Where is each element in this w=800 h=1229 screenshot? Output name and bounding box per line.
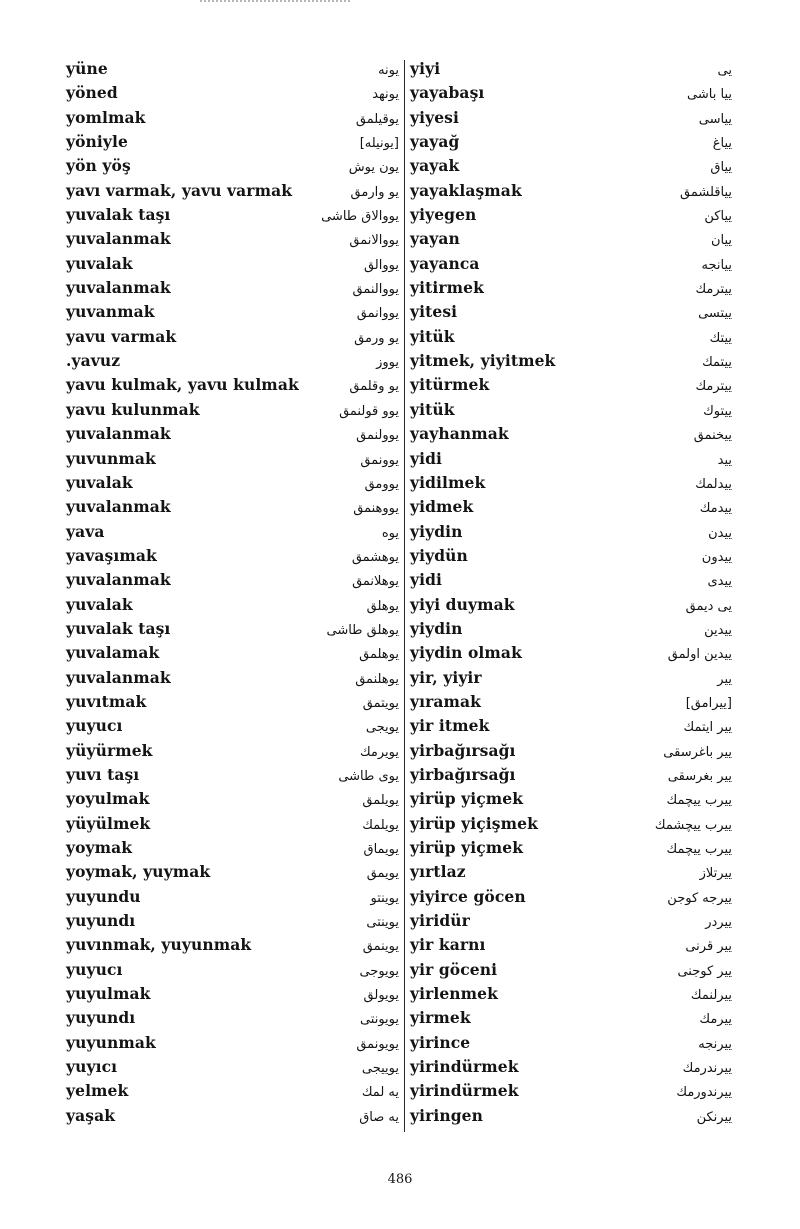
entry-arabic-script: ییدلمك bbox=[695, 476, 732, 492]
dictionary-entry bbox=[410, 227, 732, 251]
entry-latin-headword: yuyunmak bbox=[66, 1032, 156, 1052]
entry-latin-headword: yuvalak bbox=[66, 594, 133, 614]
dictionary-entry bbox=[410, 130, 732, 154]
entry-latin-headword: yayhanmak bbox=[410, 424, 509, 444]
dictionary-entry bbox=[66, 812, 399, 836]
entry-latin-headword: yidilmek bbox=[410, 472, 486, 492]
dictionary-entry bbox=[66, 300, 399, 324]
entry-latin-headword: yomlmak bbox=[66, 107, 146, 127]
dictionary-entry bbox=[410, 325, 732, 349]
dictionary-entry bbox=[410, 203, 732, 227]
entry-latin-headword: yava bbox=[66, 521, 105, 541]
dictionary-entry bbox=[410, 57, 732, 81]
dictionary-entry bbox=[410, 763, 732, 787]
dictionary-entry bbox=[66, 860, 399, 884]
entry-latin-headword: yüyürmek bbox=[66, 740, 153, 760]
entry-latin-headword: yir, yiyir bbox=[410, 667, 482, 687]
entry-latin-headword: .yavuz bbox=[66, 351, 121, 371]
page-number: 486 bbox=[387, 1172, 413, 1187]
dictionary-entry bbox=[410, 1104, 732, 1128]
entry-arabic-script: ییر قرنی bbox=[685, 939, 732, 955]
entry-arabic-script: ییدن bbox=[708, 525, 732, 541]
entry-latin-headword: yiyirce göcen bbox=[410, 886, 526, 906]
entry-arabic-script: یید bbox=[717, 452, 732, 468]
entry-arabic-script: ییاقلشمق bbox=[680, 184, 732, 200]
entry-arabic-script: یویجی bbox=[365, 720, 399, 736]
dictionary-entry bbox=[410, 909, 732, 933]
entry-latin-headword: yüne bbox=[66, 59, 108, 78]
entry-latin-headword: yir itmek bbox=[410, 716, 490, 736]
dictionary-entry bbox=[66, 885, 399, 909]
dictionary-entry bbox=[66, 130, 399, 154]
entry-arabic-script: ییدی bbox=[707, 574, 732, 590]
entry-arabic-script: [ییرامق] bbox=[685, 695, 732, 711]
entry-arabic-script: یه صاق bbox=[359, 1109, 399, 1125]
entry-arabic-script: ییر بغرسقی bbox=[667, 768, 732, 784]
entry-arabic-script: ییا باشی bbox=[687, 87, 732, 103]
entry-arabic-script: ییخنمق bbox=[693, 428, 732, 444]
entry-latin-headword: yitmek, yiyitmek bbox=[410, 351, 556, 371]
entry-latin-headword: yuvıtmak bbox=[66, 691, 147, 711]
entry-arabic-script: یویولق bbox=[363, 988, 399, 1004]
entry-latin-headword: yelmek bbox=[66, 1081, 129, 1101]
dictionary-entry bbox=[66, 325, 399, 349]
entry-arabic-script: ییر کوجنی bbox=[677, 963, 732, 979]
entry-latin-headword: yuvalamak bbox=[66, 643, 160, 663]
dictionary-entry bbox=[410, 495, 732, 519]
dictionary-entry bbox=[66, 1079, 399, 1103]
entry-latin-headword: yirüp yiçişmek bbox=[410, 813, 538, 833]
entry-latin-headword: yiringen bbox=[410, 1105, 483, 1125]
entry-latin-headword: yavu kulmak, yavu kulmak bbox=[66, 375, 299, 395]
entry-arabic-script: یوهلانمق bbox=[352, 574, 399, 590]
entry-arabic-script: ییرب ییچمك bbox=[666, 842, 732, 857]
entry-arabic-script: ییاق bbox=[710, 160, 732, 176]
entry-latin-headword: yiyi duymak bbox=[410, 594, 515, 614]
entry-arabic-script: یوینتی bbox=[366, 915, 399, 931]
entry-latin-headword: yavı varmak, yavu varmak bbox=[66, 180, 293, 200]
dictionary-entry bbox=[66, 495, 399, 519]
entry-arabic-script: ییرب ییچشمك bbox=[654, 817, 732, 833]
entry-arabic-script: ییر ایتمك bbox=[683, 720, 732, 736]
entry-arabic-script: ییر باغرسقی bbox=[663, 744, 732, 760]
entry-arabic-script: ییرجه کوجن bbox=[667, 890, 732, 906]
entry-arabic-script: یوهلق طاشی bbox=[326, 622, 399, 638]
entry-arabic-script: یو وارمق bbox=[350, 184, 399, 200]
entry-latin-headword: yuvalak bbox=[66, 472, 133, 492]
dictionary-entry bbox=[66, 227, 399, 251]
entry-arabic-script: یووهنمق bbox=[353, 501, 399, 517]
dictionary-entry bbox=[66, 203, 399, 227]
entry-latin-headword: yirbağırsağı bbox=[410, 740, 516, 760]
entry-arabic-script: یووالنمق bbox=[352, 282, 399, 298]
dictionary-entry bbox=[66, 641, 399, 665]
entry-latin-headword: yuyucı bbox=[66, 959, 123, 979]
dictionary-entry bbox=[66, 690, 399, 714]
dictionary-entry bbox=[66, 179, 399, 203]
entry-latin-headword: yayağ bbox=[410, 132, 460, 152]
entry-latin-headword: yiydün bbox=[410, 545, 468, 565]
entry-arabic-script: [یونیله] bbox=[359, 136, 399, 152]
dictionary-entry bbox=[410, 690, 732, 714]
entry-latin-headword: yaşak bbox=[66, 1105, 116, 1125]
entry-latin-headword: yöniyle bbox=[66, 132, 128, 152]
entry-arabic-script: یوینمق bbox=[362, 939, 399, 955]
entry-latin-headword: yiridür bbox=[410, 911, 470, 931]
entry-arabic-script: یه لمك bbox=[361, 1085, 399, 1101]
dictionary-entry bbox=[410, 593, 732, 617]
entry-latin-headword: yirindürmek bbox=[410, 1057, 519, 1077]
entry-latin-headword: yoymak bbox=[66, 838, 133, 857]
entry-arabic-script: یوونمق bbox=[360, 452, 399, 468]
dictionary-entry bbox=[410, 1031, 732, 1055]
entry-latin-headword: yuvalanmak bbox=[66, 278, 171, 298]
entry-latin-headword: yüyülmek bbox=[66, 813, 151, 833]
entry-latin-headword: yavu kulunmak bbox=[66, 399, 200, 419]
dictionary-entry bbox=[410, 252, 732, 276]
entry-arabic-script: یویتمق bbox=[362, 695, 399, 711]
entry-latin-headword: yayan bbox=[410, 229, 460, 249]
entry-arabic-script: یی bbox=[717, 63, 732, 78]
dictionary-entry bbox=[66, 373, 399, 397]
entry-arabic-script: یوولنمق bbox=[356, 428, 399, 444]
dictionary-entry bbox=[410, 714, 732, 738]
entry-latin-headword: yuvalanmak bbox=[66, 424, 171, 444]
entry-arabic-script: ییدمك bbox=[699, 501, 732, 517]
dictionary-entry bbox=[66, 520, 399, 544]
dictionary-entry bbox=[66, 617, 399, 641]
entry-arabic-script: ییترمك bbox=[695, 379, 732, 395]
entry-latin-headword: yitük bbox=[410, 399, 455, 419]
dictionary-entry bbox=[410, 179, 732, 203]
dictionary-entry bbox=[66, 1055, 399, 1079]
entry-latin-headword: yavaşımak bbox=[66, 545, 157, 565]
dictionary-entry bbox=[410, 373, 732, 397]
entry-arabic-script: ییرتلاز bbox=[699, 866, 732, 882]
right-column bbox=[410, 57, 732, 1128]
entry-arabic-script: یون یوش bbox=[348, 160, 399, 176]
entry-arabic-script: یووانمق bbox=[356, 306, 399, 322]
entry-latin-headword: yuyundu bbox=[66, 886, 141, 906]
entry-latin-headword: yuvalanmak bbox=[66, 229, 171, 249]
dictionary-entry bbox=[410, 1079, 732, 1103]
dictionary-entry bbox=[66, 447, 399, 471]
dictionary-entry bbox=[410, 349, 732, 373]
dictionary-entry bbox=[410, 422, 732, 446]
dictionary-entry bbox=[66, 349, 399, 373]
entry-latin-headword: yuvalanmak bbox=[66, 497, 171, 517]
dictionary-entry bbox=[66, 714, 399, 738]
entry-latin-headword: yirüp yiçmek bbox=[410, 789, 524, 809]
entry-arabic-script: ییرندرمك bbox=[682, 1061, 732, 1077]
dictionary-entry bbox=[410, 666, 732, 690]
left-column bbox=[66, 57, 399, 1128]
entry-latin-headword: yayabaşı bbox=[410, 83, 485, 103]
dictionary-entry bbox=[66, 568, 399, 592]
dictionary-entry bbox=[66, 154, 399, 178]
entry-latin-headword: yuyundı bbox=[66, 1008, 136, 1028]
dictionary-entry bbox=[410, 276, 732, 300]
entry-latin-headword: yitirmek bbox=[410, 278, 484, 298]
entry-latin-headword: yirmek bbox=[410, 1008, 471, 1028]
entry-latin-headword: yuyundı bbox=[66, 911, 136, 931]
dictionary-entry bbox=[66, 471, 399, 495]
entry-arabic-script: ییان bbox=[710, 233, 732, 249]
entry-latin-headword: yidi bbox=[410, 570, 443, 590]
entry-arabic-script: ییرندورمك bbox=[676, 1085, 732, 1101]
entry-arabic-script: یو ورمق bbox=[354, 330, 399, 346]
entry-arabic-script: ییدین bbox=[704, 622, 732, 638]
entry-arabic-script: ییر bbox=[717, 671, 732, 687]
entry-arabic-script: یووالانمق bbox=[349, 233, 399, 249]
entry-latin-headword: yiydin bbox=[410, 521, 463, 541]
entry-latin-headword: yayaklaşmak bbox=[410, 180, 522, 200]
entry-arabic-script: یووالاق طاشی bbox=[321, 209, 399, 225]
dictionary-entry bbox=[66, 1104, 399, 1128]
dictionary-entry bbox=[410, 885, 732, 909]
dictionary-entry bbox=[410, 1055, 732, 1079]
entry-arabic-script: یو وقلمق bbox=[349, 379, 399, 395]
dictionary-entry bbox=[410, 1006, 732, 1030]
dictionary-entry bbox=[410, 812, 732, 836]
entry-latin-headword: yuvı taşı bbox=[66, 764, 140, 784]
entry-latin-headword: yuvalak taşı bbox=[66, 618, 171, 638]
dictionary-entry bbox=[410, 520, 732, 544]
entry-arabic-script: یویرمك bbox=[359, 744, 399, 760]
entry-latin-headword: yitesi bbox=[410, 302, 458, 322]
entry-arabic-script: یوهلنمق bbox=[355, 671, 399, 687]
entry-arabic-script: ییدون bbox=[701, 549, 732, 565]
entry-latin-headword: yön yöş bbox=[66, 156, 131, 176]
dictionary-entry bbox=[66, 57, 399, 81]
entry-arabic-script: یویماق bbox=[363, 842, 399, 857]
dictionary-entry bbox=[66, 933, 399, 957]
entry-latin-headword: yir göceni bbox=[410, 959, 498, 979]
dictionary-entry bbox=[410, 617, 732, 641]
entry-latin-headword: yuyıcı bbox=[66, 1057, 118, 1077]
entry-arabic-script: ییتوك bbox=[703, 403, 732, 419]
entry-latin-headword: yıramak bbox=[410, 691, 481, 711]
entry-latin-headword: yırtlaz bbox=[410, 862, 466, 882]
dictionary-entry bbox=[66, 422, 399, 446]
dictionary-entry bbox=[66, 666, 399, 690]
dictionary-entry bbox=[410, 641, 732, 665]
entry-arabic-script: یویونمق bbox=[356, 1036, 399, 1052]
dictionary-entry bbox=[66, 1031, 399, 1055]
entry-latin-headword: yuvalak taşı bbox=[66, 205, 171, 225]
dictionary-entry bbox=[66, 909, 399, 933]
entry-arabic-script: یونهد bbox=[372, 87, 399, 103]
entry-arabic-script: ییدین اولمق bbox=[667, 647, 732, 663]
dictionary-entry bbox=[66, 81, 399, 105]
dictionary-entry bbox=[66, 763, 399, 787]
entry-latin-headword: yuvalak bbox=[66, 253, 133, 273]
dictionary-entry bbox=[66, 106, 399, 130]
entry-arabic-script: یووالق bbox=[363, 257, 399, 273]
entry-latin-headword: yidmek bbox=[410, 497, 474, 517]
entry-arabic-script: ییرلنمك bbox=[690, 988, 732, 1004]
entry-latin-headword: yiyi bbox=[410, 59, 441, 78]
entry-arabic-script: یونه bbox=[378, 63, 399, 78]
entry-arabic-script: یووز bbox=[376, 355, 399, 371]
dictionary-entry bbox=[410, 447, 732, 471]
dictionary-entry bbox=[410, 836, 732, 860]
scan-artifact-mark bbox=[200, 0, 350, 7]
dictionary-entry bbox=[410, 982, 732, 1006]
entry-latin-headword: yir karnı bbox=[410, 935, 486, 955]
entry-arabic-script: ییاغ bbox=[712, 136, 732, 152]
entry-latin-headword: yuvanmak bbox=[66, 302, 155, 322]
entry-arabic-script: ییترمك bbox=[695, 282, 732, 298]
entry-arabic-script: ییاسی bbox=[698, 111, 732, 127]
entry-latin-headword: yavu varmak bbox=[66, 326, 177, 346]
dictionary-entry bbox=[66, 398, 399, 422]
entry-latin-headword: yuvalanmak bbox=[66, 570, 171, 590]
entry-arabic-script: ییتك bbox=[709, 330, 732, 346]
entry-arabic-script: ییاکن bbox=[704, 209, 732, 225]
dictionary-entry bbox=[66, 593, 399, 617]
entry-arabic-script: ییانجه bbox=[701, 257, 732, 273]
entry-latin-headword: yayanca bbox=[410, 253, 480, 273]
dictionary-entry bbox=[66, 252, 399, 276]
entry-arabic-script: یوینتو bbox=[370, 890, 399, 906]
dictionary-entry bbox=[410, 568, 732, 592]
entry-arabic-script: ییتسی bbox=[698, 306, 732, 322]
dictionary-entry bbox=[66, 787, 399, 811]
entry-latin-headword: yöned bbox=[66, 83, 118, 103]
entry-arabic-script: یوهلمق bbox=[359, 647, 399, 663]
entry-arabic-script: یویونتی bbox=[359, 1012, 399, 1028]
entry-latin-headword: yidi bbox=[410, 448, 443, 468]
entry-latin-headword: yirüp yiçmek bbox=[410, 838, 524, 857]
entry-latin-headword: yiydin bbox=[410, 618, 463, 638]
entry-latin-headword: yiyegen bbox=[410, 205, 477, 225]
entry-latin-headword: yuvunmak bbox=[66, 448, 156, 468]
dictionary-entry bbox=[66, 982, 399, 1006]
entry-arabic-script: یوه bbox=[381, 525, 399, 541]
entry-arabic-script: یوقیلمق bbox=[355, 111, 399, 127]
dictionary-entry bbox=[410, 81, 732, 105]
entry-arabic-script: یوییجی bbox=[361, 1061, 399, 1077]
dictionary-entry bbox=[410, 154, 732, 178]
entry-arabic-script: ییرنجه bbox=[698, 1036, 732, 1052]
entry-arabic-script: ییرنکن bbox=[696, 1109, 732, 1125]
dictionary-entry bbox=[66, 544, 399, 568]
entry-latin-headword: yuyucı bbox=[66, 716, 123, 736]
entry-arabic-script: یوومق bbox=[364, 476, 399, 492]
entry-latin-headword: yirbağırsağı bbox=[410, 764, 516, 784]
dictionary-entry bbox=[410, 787, 732, 811]
dictionary-entry bbox=[410, 860, 732, 884]
entry-latin-headword: yirindürmek bbox=[410, 1081, 519, 1101]
dictionary-entry bbox=[410, 398, 732, 422]
entry-latin-headword: yitük bbox=[410, 326, 455, 346]
entry-arabic-script: ییرب ییچمك bbox=[666, 793, 732, 809]
dictionary-entry bbox=[66, 739, 399, 763]
entry-arabic-script: ییردر bbox=[705, 915, 732, 931]
entry-latin-headword: yuyulmak bbox=[66, 984, 151, 1004]
entry-arabic-script: یی دیمق bbox=[685, 598, 732, 614]
entry-arabic-script: یویلمق bbox=[362, 793, 399, 809]
entry-latin-headword: yuvalanmak bbox=[66, 667, 171, 687]
entry-latin-headword: yoymak, yuymak bbox=[66, 862, 211, 882]
dictionary-entry bbox=[410, 106, 732, 130]
dictionary-entry bbox=[410, 471, 732, 495]
entry-arabic-script: یویوجی bbox=[359, 963, 399, 979]
entry-latin-headword: yitürmek bbox=[410, 375, 490, 395]
entry-arabic-script: یوهلق bbox=[366, 598, 399, 614]
dictionary-entry bbox=[410, 739, 732, 763]
dictionary-entry bbox=[66, 276, 399, 300]
entry-arabic-script: ییتمك bbox=[702, 355, 732, 371]
dictionary-entry bbox=[410, 300, 732, 324]
dictionary-entry bbox=[66, 836, 399, 860]
dictionary-entry bbox=[66, 958, 399, 982]
entry-latin-headword: yiydin olmak bbox=[410, 643, 522, 663]
entry-arabic-script: یویلمك bbox=[362, 817, 399, 833]
entry-latin-headword: yayak bbox=[410, 156, 460, 176]
column-divider bbox=[404, 60, 405, 1132]
dictionary-entry bbox=[410, 544, 732, 568]
entry-arabic-script: یویمق bbox=[366, 866, 399, 882]
dictionary-entry bbox=[410, 958, 732, 982]
entry-latin-headword: yuvınmak, yuyunmak bbox=[66, 935, 252, 955]
entry-latin-headword: yirlenmek bbox=[410, 984, 498, 1004]
entry-latin-headword: yoyulmak bbox=[66, 789, 150, 809]
entry-latin-headword: yiyesi bbox=[410, 107, 459, 127]
entry-arabic-script: یوی طاشی bbox=[338, 768, 399, 784]
entry-arabic-script: ییرمك bbox=[699, 1012, 732, 1028]
entry-arabic-script: یوو قولنمق bbox=[339, 403, 399, 419]
entry-arabic-script: یوهشمق bbox=[351, 549, 399, 565]
dictionary-entry bbox=[410, 933, 732, 957]
dictionary-entry bbox=[66, 1006, 399, 1030]
entry-latin-headword: yirince bbox=[410, 1032, 471, 1052]
